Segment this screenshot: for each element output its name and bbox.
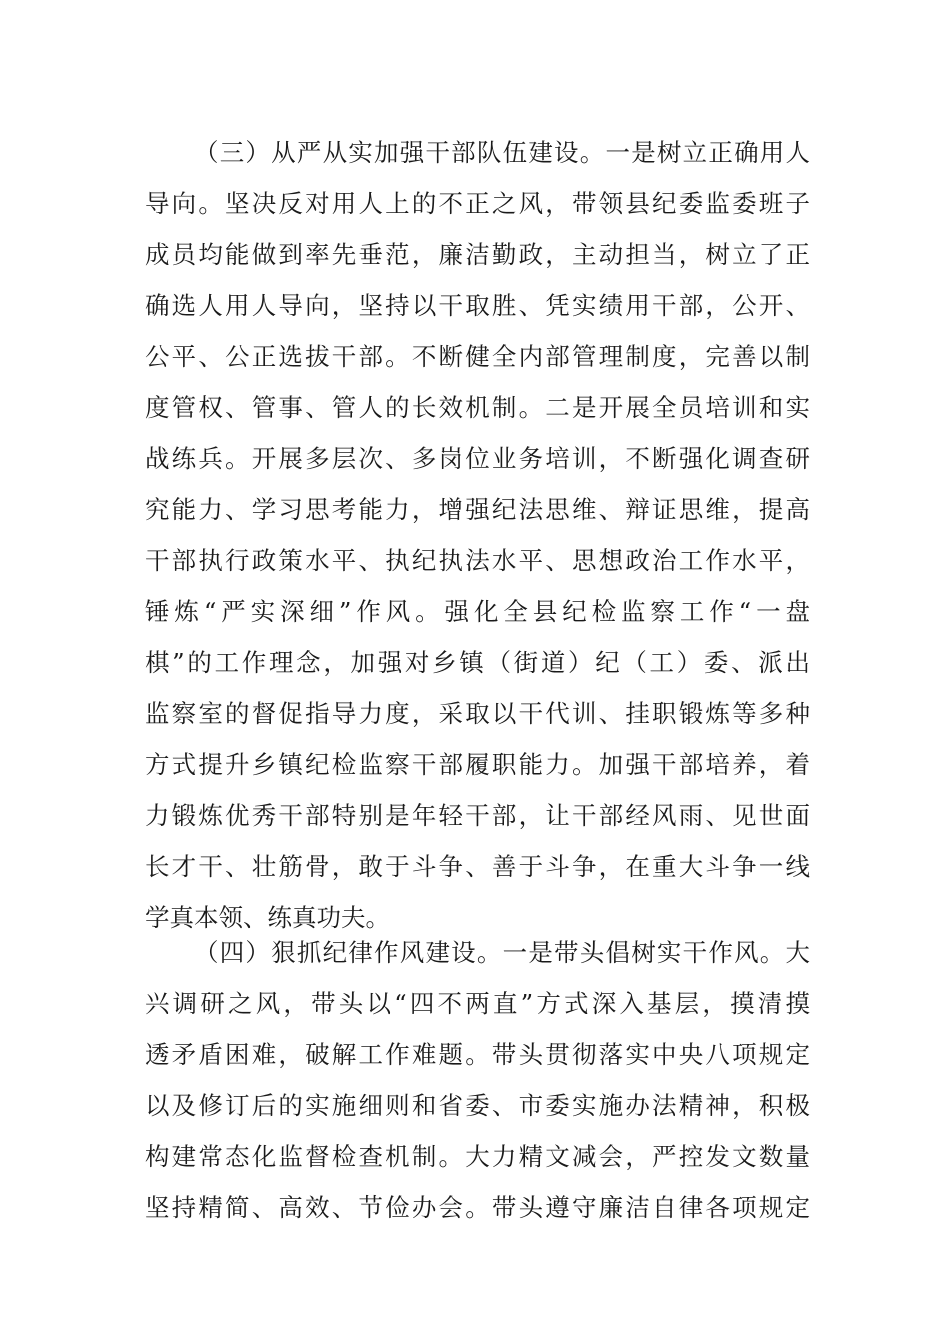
paragraph-line: 监察室的督促指导力度，采取以干代训、挂职锻炼等多种: [145, 699, 810, 728]
paragraph-line: 兴调研之风，带头以“四不两直”方式深入基层，摸清摸: [145, 989, 810, 1018]
paragraph-line: 以及修订后的实施细则和省委、市委实施办法精神，积极: [145, 1091, 810, 1120]
paragraph-section-3: [145, 127, 810, 943]
paragraph-line: 棋”的工作理念，加强对乡镇（街道）纪（工）委、派出: [145, 648, 810, 677]
paragraph-line: 长才干、壮筋骨，敢于斗争、善于斗争，在重大斗争一线: [145, 852, 810, 881]
paragraph-line: （三）从严从实加强干部队伍建设。一是树立正确用人: [194, 138, 810, 167]
paragraph-section-4: [145, 927, 810, 1233]
paragraph-line: 战练兵。开展多层次、多岗位业务培训，不断强化调查研: [145, 444, 810, 473]
paragraph-line: 公平、公正选拔干部。不断健全内部管理制度，完善以制: [145, 342, 810, 371]
paragraph-line: 透矛盾困难，破解工作难题。带头贯彻落实中央八项规定: [145, 1040, 810, 1069]
paragraph-line: 力锻炼优秀干部特别是年轻干部，让干部经风雨、见世面: [145, 801, 810, 830]
paragraph-line: 锤炼“严实深细”作风。强化全县纪检监察工作“一盘: [145, 597, 810, 626]
paragraph-line: 学真本领、练真功夫。: [145, 903, 390, 932]
paragraph-line: 构建常态化监督检查机制。大力精文减会，严控发文数量: [145, 1142, 810, 1171]
paragraph-line: 度管权、管事、管人的长效机制。二是开展全员培训和实: [145, 393, 810, 422]
paragraph-line: 导向。坚决反对用人上的不正之风，带领县纪委监委班子: [145, 189, 810, 218]
paragraph-line: （四）狠抓纪律作风建设。一是带头倡树实干作风。大: [194, 938, 810, 967]
paragraph-line: 究能力、学习思考能力，增强纪法思维、辩证思维，提高: [145, 495, 810, 524]
paragraph-line: 确选人用人导向，坚持以干取胜、凭实绩用干部，公开、: [145, 291, 810, 320]
paragraph-line: 方式提升乡镇纪检监察干部履职能力。加强干部培养，着: [145, 750, 810, 779]
paragraph-line: 干部执行政策水平、执纪执法水平、思想政治工作水平，: [145, 546, 810, 575]
paragraph-line: 成员均能做到率先垂范，廉洁勤政，主动担当，树立了正: [145, 240, 810, 269]
paragraph-line: 坚持精简、高效、节俭办会。带头遵守廉洁自律各项规定: [145, 1193, 810, 1222]
